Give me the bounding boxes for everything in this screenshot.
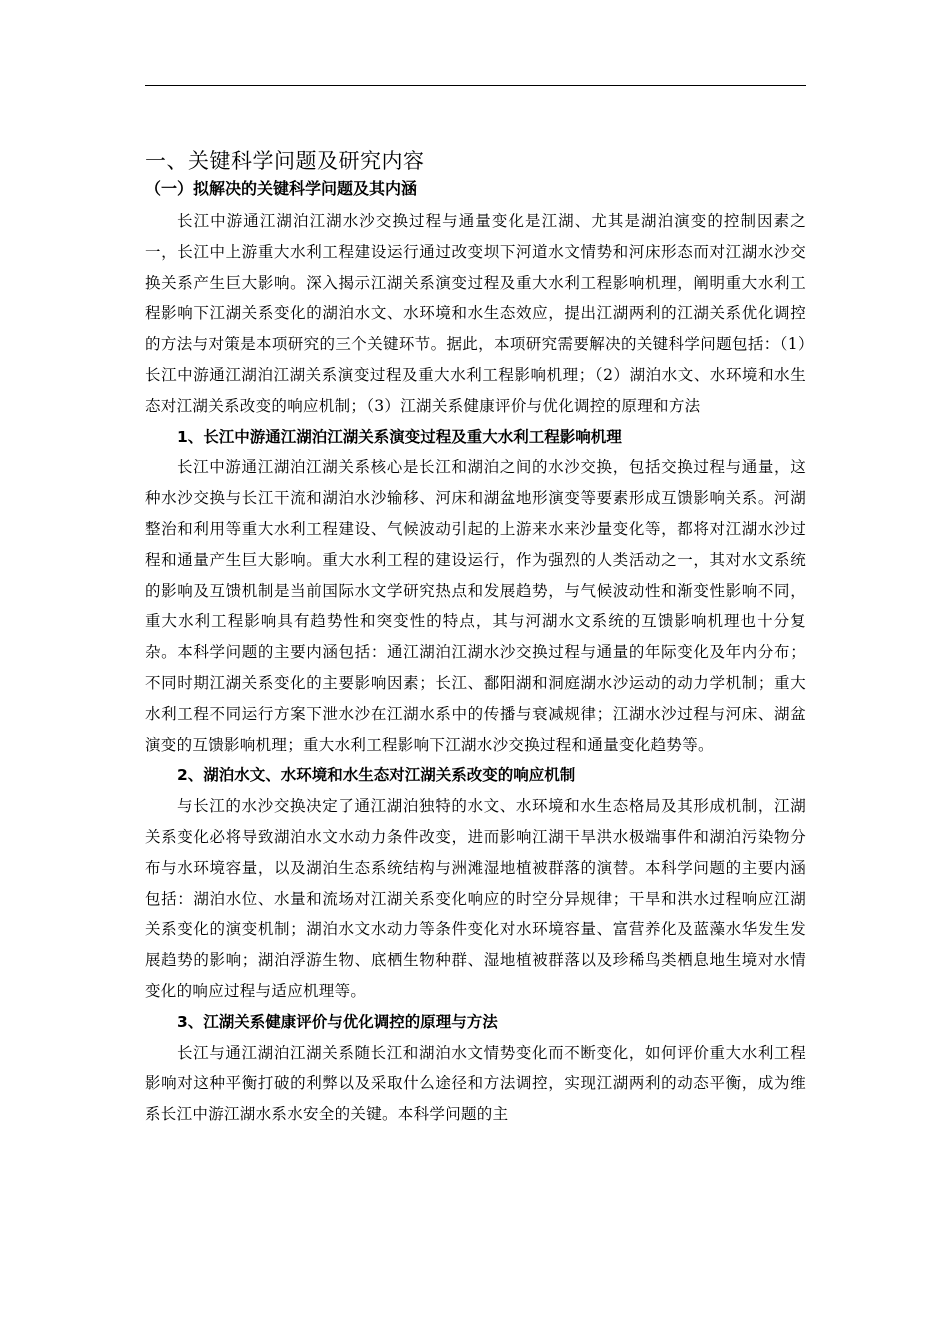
topic-3-heading: 3、江湖关系健康评价与优化调控的原理与方法 (177, 1012, 498, 1031)
topic-3-paragraph: 长江与通江湖泊江湖关系随长江和湖泊水文情势变化而不断变化，如何评价重大水利工程影响对这种平衡打破的利弊以及采取什么途径和方法调控，实现江湖两利的动态平衡，成为维系长江中游江湖水系水安全的关键。本科学问题的主 (145, 1043, 806, 1124)
topic-2-heading: 2、湖泊水文、水环境和水生态对江湖关系改变的响应机制 (177, 766, 576, 785)
document-body (145, 146, 806, 1130)
topic-1-paragraph: 长江中游通江湖泊江湖关系核心是长江和湖泊之间的水沙交换，包括交换过程与通量，这种水沙交换与长江干流和湖泊水沙输移、河床和湖盆地形演变等要素形成互馈影响关系。河湖整治和利用等重大水利工程建设、气候波动引起的上游来水来沙量变化等，都将对江湖水沙过程和通量产生巨大影响。重大水利工程的建设运行，作为强烈的人类活动之一，其对水文系统的影响及互馈机制是当前国际水文学研究热点和发展趋势，与气候波动性和渐变性影响不同，重大水利工程影响具有趋势性和突变性的特点，其与河湖水文系统的互馈影响机理也十分复杂。本科学问题的主要内涵包括：通江湖泊江湖水沙交换过程与通量的年际变化及年内分布；不同时期江湖关系变化的主要影响因素；长江、鄱阳湖和洞庭湖水沙运动的动力学机制；重大水利工程不同运行方案下泄水沙在江湖水系中的传播与衰减规律；江湖水沙过程与河床、湖盆演变的互馈影响机理；重大水利工程影响下江湖水沙交换过程和通量变化趋势等。 (145, 458, 806, 754)
subsection-heading: （一）拟解决的关键科学问题及其内涵 (145, 179, 418, 198)
header-rule (145, 85, 806, 86)
topic-1-heading: 1、长江中游通江湖泊江湖关系演变过程及重大水利工程影响机理 (177, 427, 622, 446)
intro-paragraph: 长江中游通江湖泊江湖水沙交换过程与通量变化是江湖、尤其是湖泊演变的控制因素之一，长江中上游重大水利工程建设运行通过改变坝下河道水文情势和河床形态而对江湖水沙交换关系产生巨大影响。深入揭示江湖关系演变过程及重大水利工程影响机理，阐明重大水利工程影响下江湖关系变化的湖泊水文、水环境和水生态效应，提出江湖两利的江湖关系优化调控的方法与对策是本项研究的三个关键环节。据此，本项研究需要解决的关键科学问题包括：（1）长江中游通江湖泊江湖关系演变过程及重大水利工程影响机理；（2）湖泊水文、水环境和水生态对江湖关系改变的响应机制；（3）江湖关系健康评价与优化调控的原理和方法 (145, 212, 806, 415)
topic-2-paragraph: 与长江的水沙交换决定了通江湖泊独特的水文、水环境和水生态格局及其形成机制，江湖关系变化必将导致湖泊水文水动力条件改变，进而影响江湖干旱洪水极端事件和湖泊污染物分布与水环境容量，以及湖泊生态系统结构与洲滩湿地植被群落的演替。本科学问题的主要内涵包括：湖泊水位、水量和流场对江湖关系变化响应的时空分异规律；干旱和洪水过程响应江湖关系变化的演变机制；湖泊水文水动力等条件变化对水环境容量、富营养化及蓝藻水华发生发展趋势的影响；湖泊浮游生物、底栖生物种群、湿地植被群落以及珍稀鸟类栖息地生境对水情变化的响应过程与适应机理等。 (145, 797, 806, 1000)
section-heading: 一、关键科学问题及研究内容 (145, 149, 425, 173)
